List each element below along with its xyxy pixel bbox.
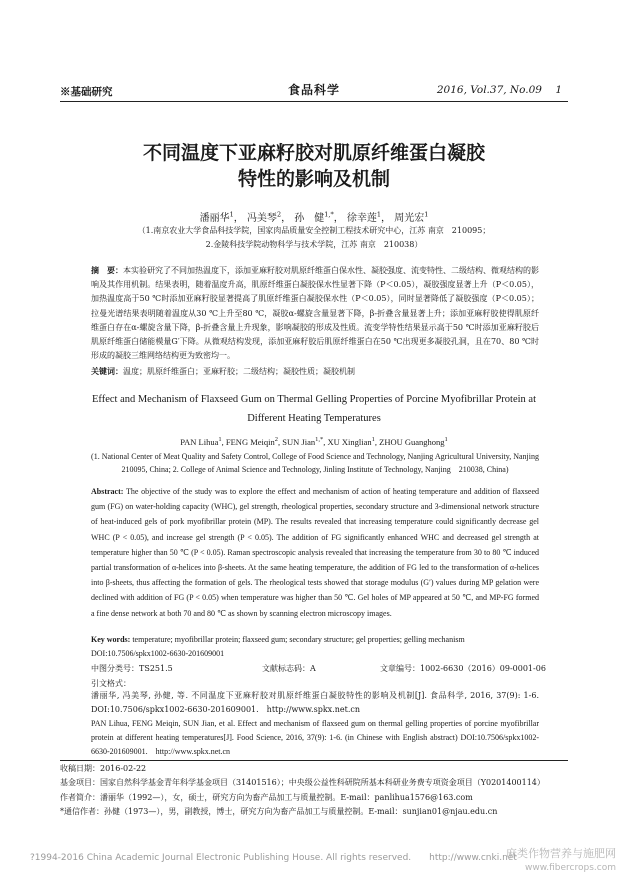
author-bio: 作者简介：潘丽华（1992—），女，硕士，研究方向为畜产品加工与质量控制。E-mail：panlihua1576@163.com bbox=[60, 792, 473, 802]
citation-cn: 潘丽华, 冯美琴, 孙健, 等. 不同温度下亚麻籽胶对肌原纤维蛋白凝胶特性的影响及机制[J]. 食品科学, 2016, 37(9): 1-6. DOI:10.7506/spkx1002-6630-201609001. http://www.spkx.net.cn bbox=[91, 691, 539, 714]
journal-logo: 食品科学 bbox=[288, 83, 341, 97]
article-title-en: Effect and Mechanism of Flaxseed Gum on Thermal Gelling Properties of Porcine Myofibrillar Protein at Different Heating Temperatures bbox=[91, 394, 536, 424]
article-number: 文章编号：1002-6630（2016）09-0001-06 bbox=[380, 664, 546, 673]
clc-number: 中图分类号：TS251.5 bbox=[91, 664, 173, 673]
issue-info: 2016, Vol.37, No.09 1 bbox=[436, 84, 562, 96]
title-line-2: 特性的影响及机制 bbox=[237, 168, 390, 190]
document-code: 文献标志码：A bbox=[262, 664, 316, 673]
affiliations-cn: （1.南京农业大学食品科技学院，国家肉品质量安全控制工程技术研究中心，江苏 南京 210095； 2.金陵科技学院动物科学与技术学院，江苏 南京 210038） bbox=[137, 226, 491, 249]
author: 周光宏$^1$ bbox=[394, 210, 429, 224]
author: 徐幸莲$^1$ bbox=[346, 210, 382, 224]
author-list-en: PAN Lihua$^1$, FENG Meiqin$^2$, SUN Jian$^{1,*}$, XU Xinglian$^1$, ZHOU Guanghong$^1$ bbox=[180, 436, 448, 447]
copyright-line: ?1994-2016 China Academic Journal Electronic Publishing House. All rights reserved. http://www.cnki.net bbox=[30, 853, 517, 863]
corresponding-author: *通信作者：孙健（1973—），男，副教授，博士，研究方向为畜产品加工与质量控制。E-mail：sunjian01@njau.edu.cn bbox=[60, 806, 498, 816]
citation-en: PAN Lihua, FENG Meiqin, SUN Jian, et al. Effect and mechanism of flaxseed gum on thermal gelling properties of porcine myofibrillar protein at different heating temperatures[J]. Food Science, 2016, 37(9): 1-6. (in Chinese with English abstract) DOI:10.7506/spkx1002-6630-201609001. http://www.spkx.net.cn bbox=[91, 719, 539, 756]
citation-label: 引文格式： bbox=[91, 679, 131, 688]
abstract-cn: 摘 要：本实验研究了不同加热温度下，添加亚麻籽胶对肌原纤维蛋白保水性、凝胶强度、流变特性、二级结构、微观结构的影响及其作用机制。结果表明，随着温度升高，肌原纤维蛋白凝胶保水性显著下降（P＜0.05），凝胶强度显著上升（P＜0.05），加热温度高于50 ℃时添加亚麻籽胶显著提高了肌原纤维蛋白凝胶保水性（P＜0.05），同时显著降低了凝胶强度（P＜0.05）；拉曼光谱结果表明随着温度从30 ℃上升至80 ℃，凝胶α-螺旋含量显著下降，β-折叠含量显著上升；添加亚麻籽胶使得肌原纤维蛋白存在α-螺旋含量下降，β-折叠含量上升现象，影响凝胶的形成及性质。流变学特性结果显示高于50 ℃时添加亚麻籽胶后肌原纤维蛋白储能模量G′下降。从微观结构发现，添加亚麻籽胶后肌原纤维蛋白在50 ℃出现更多凝胶孔洞，且在70、80 ℃时形成的凝胶三维网络结构更为致密均一。 bbox=[91, 265, 539, 361]
header-rule bbox=[60, 101, 568, 102]
author: 孙 健$^{1,*}$ bbox=[294, 210, 334, 224]
article-title-cn bbox=[60, 140, 568, 192]
watermark-url: www.fibercrops.com bbox=[525, 863, 616, 873]
keywords-en: Key words: temperature; myofibrillar protein; flaxseed gum; secondary structure; gel properties; gelling mechanism bbox=[91, 635, 465, 644]
author-list-cn: 潘丽华$^1$， 冯美琴$^2$， 孙 健$^{1,*}$， 徐幸莲$^1$， 周光宏$^1$ bbox=[199, 210, 429, 224]
section-label: ※基础研究 bbox=[60, 86, 113, 98]
received-date: 收稿日期：2016-02-22 bbox=[60, 764, 147, 773]
author: 冯美琴$^2$ bbox=[246, 210, 282, 224]
funding: 基金项目：国家自然科学基金青年科学基金项目（31401516）；中央级公益性科研院所基本科研业务费专项资金项目（Y0201400114） bbox=[60, 778, 545, 788]
title-line-1: 不同温度下亚麻籽胶对肌原纤维蛋白凝胶 bbox=[142, 142, 485, 164]
abstract-label-cn: 摘 要： bbox=[91, 265, 123, 275]
watermark-text: 麻类作物营养与施肥网 bbox=[506, 847, 616, 860]
keywords-cn: 关键词：温度；肌原纤维蛋白；亚麻籽胶；二级结构；凝胶性质；凝胶机制 bbox=[91, 366, 355, 376]
doi: DOI:10.7506/spkx1002-6630-201609001 bbox=[91, 649, 225, 658]
footnotes bbox=[60, 762, 568, 819]
affiliations-en: (1. National Center of Meat Quality and Safety Control, College of Food Science and Technology, Nanjing Agricultural University, Nanjing 210095, China; 2. College of Animal Science and Technology, Jinling Institute of Technology, Nanjing 210038, China) bbox=[91, 452, 547, 474]
author: 潘丽华$^1$ bbox=[199, 210, 234, 224]
abstract-en: Abstract: The objective of the study was to explore the effect and mechanism of action of heating temperature and addition of flaxseed gum (FG) on water-holding capacity (WHC), gel strength, rheological properties, secondary structure and 3-dimensional network structure of heat-induced gels of pork myofibrillar protein (MP). The results revealed that increasing temperature could significantly decrease gel WHC (P < 0.05), and increase gel strength (P < 0.05). The addition of FG significantly enhanced WHC and decreased gel strength at temperature higher than 50 ℃ (P < 0.05). Raman spectroscopic analysis revealed that increasing the temperature from 30 to 80 ℃ induced partial transformation of α-helices into β-sheets. At the same heating temperature, the addition of FG led to the transformation of α-helices into β-sheets, thus affecting the formation of gels. The rheological tests showed that storage modulus (G′) values during MP gelation were declined with addition of FG (P < 0.05) when temperature was higher than 50 ℃. Gel holes of MP appeared at 50 ℃, and MP-FG formed a fine dense network at both 70 and 80 ℃ as shown by scanning electron microscopy images. bbox=[91, 487, 540, 618]
footnote-rule bbox=[60, 760, 568, 761]
